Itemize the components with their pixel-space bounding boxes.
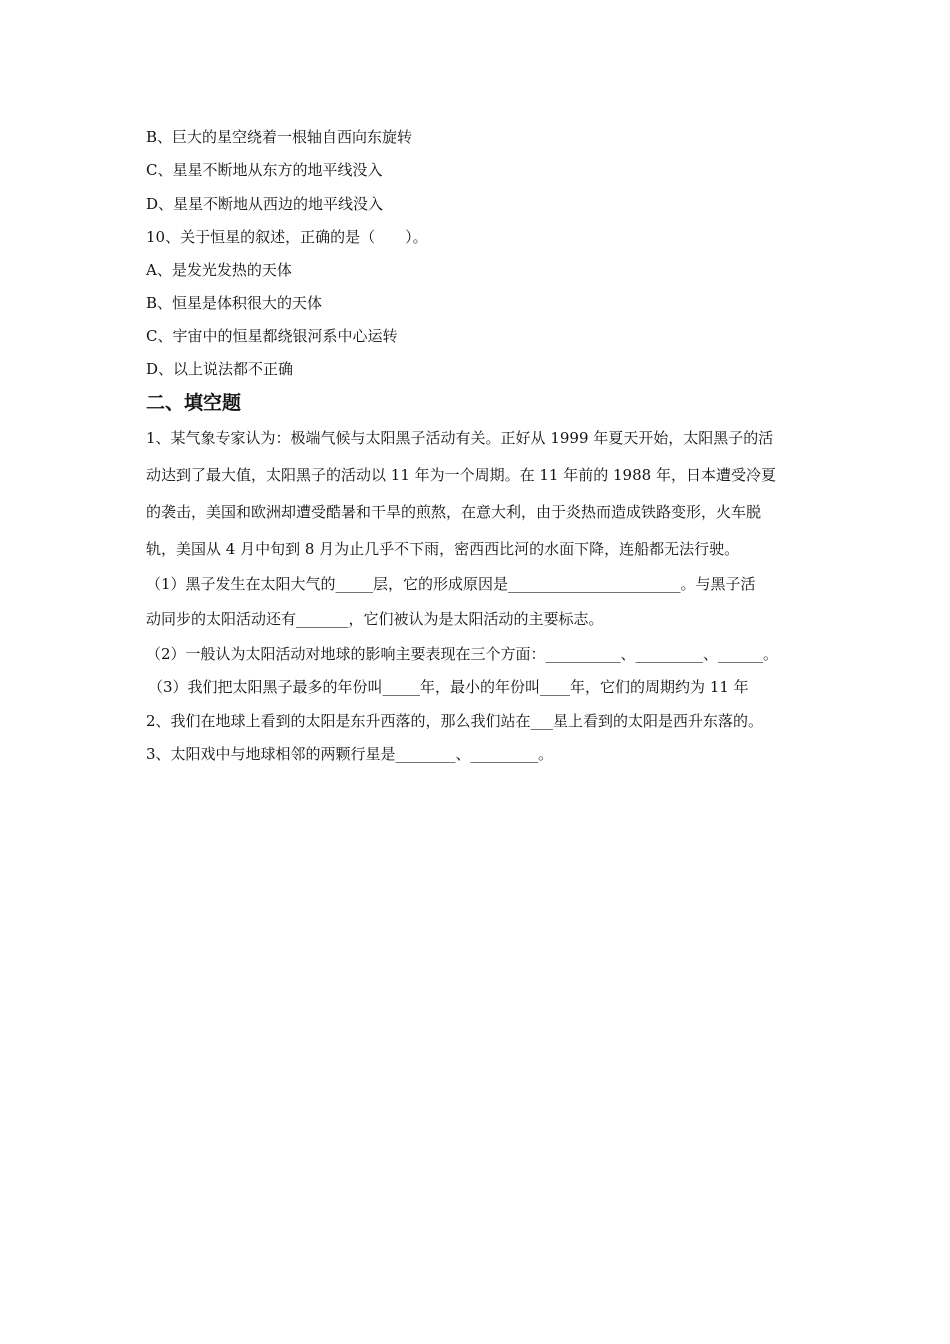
q10-option-a: A、是发光发热的天体 (146, 261, 292, 279)
q1-paragraph-line: 1、某气象专家认为：极端气候与太阳黑子活动有关。正好从 1999 年夏天开始，太阳黑子的活 (146, 429, 774, 447)
q1-subquestion-3: （3）我们把太阳黑子最多的年份叫_____年，最小的年份叫____年，它们的周期约为 11 年 (148, 678, 749, 696)
question-2: 2、我们在地球上看到的太阳是东升西落的，那么我们站在___星上看到的太阳是西升东落的。 (146, 712, 764, 730)
option-c-star-east: C、星星不断地从东方的地平线没入 (146, 161, 383, 179)
q10-option-c: C、宇宙中的恒星都绕银河系中心运转 (146, 327, 398, 345)
question-10: 10、关于恒星的叙述，正确的是（ ）。 (146, 228, 428, 246)
option-b-star-rotation: B、巨大的星空绕着一根轴自西向东旋转 (146, 128, 413, 146)
q1-subquestion-2: （2）一般认为太阳活动对地球的影响主要表现在三个方面：__________、_________、______。 (146, 645, 779, 663)
option-d-star-west: D、星星不断地从西边的地平线没入 (146, 195, 384, 213)
q10-option-b: B、恒星是体积很大的天体 (146, 294, 323, 312)
q10-option-d: D、以上说法都不正确 (146, 360, 294, 378)
q1-subquestion-1: （1）黑子发生在太阳大气的_____层，它的形成原因是_______________________。与黑子活 (146, 575, 756, 593)
q1-paragraph-line: 的袭击，美国和欧洲却遭受酷暑和干旱的煎熬，在意大利，由于炎热而造成铁路变形，火车脱 (146, 503, 762, 521)
q1-paragraph-line: 动达到了最大值，太阳黑子的活动以 11 年为一个周期。在 11 年前的 1988 年，日本遭受冷夏 (146, 466, 776, 484)
section-title-fill-in: 二、填空题 (146, 392, 242, 414)
question-3: 3、太阳戏中与地球相邻的两颗行星是________、_________。 (146, 745, 554, 763)
q1-subquestion-1-continued: 动同步的太阳活动还有_______，它们被认为是太阳活动的主要标志。 (146, 610, 604, 628)
q1-paragraph-line: 轨，美国从 4 月中旬到 8 月为止几乎不下雨，密西西比河的水面下降，连船都无法行驶。 (146, 540, 740, 558)
